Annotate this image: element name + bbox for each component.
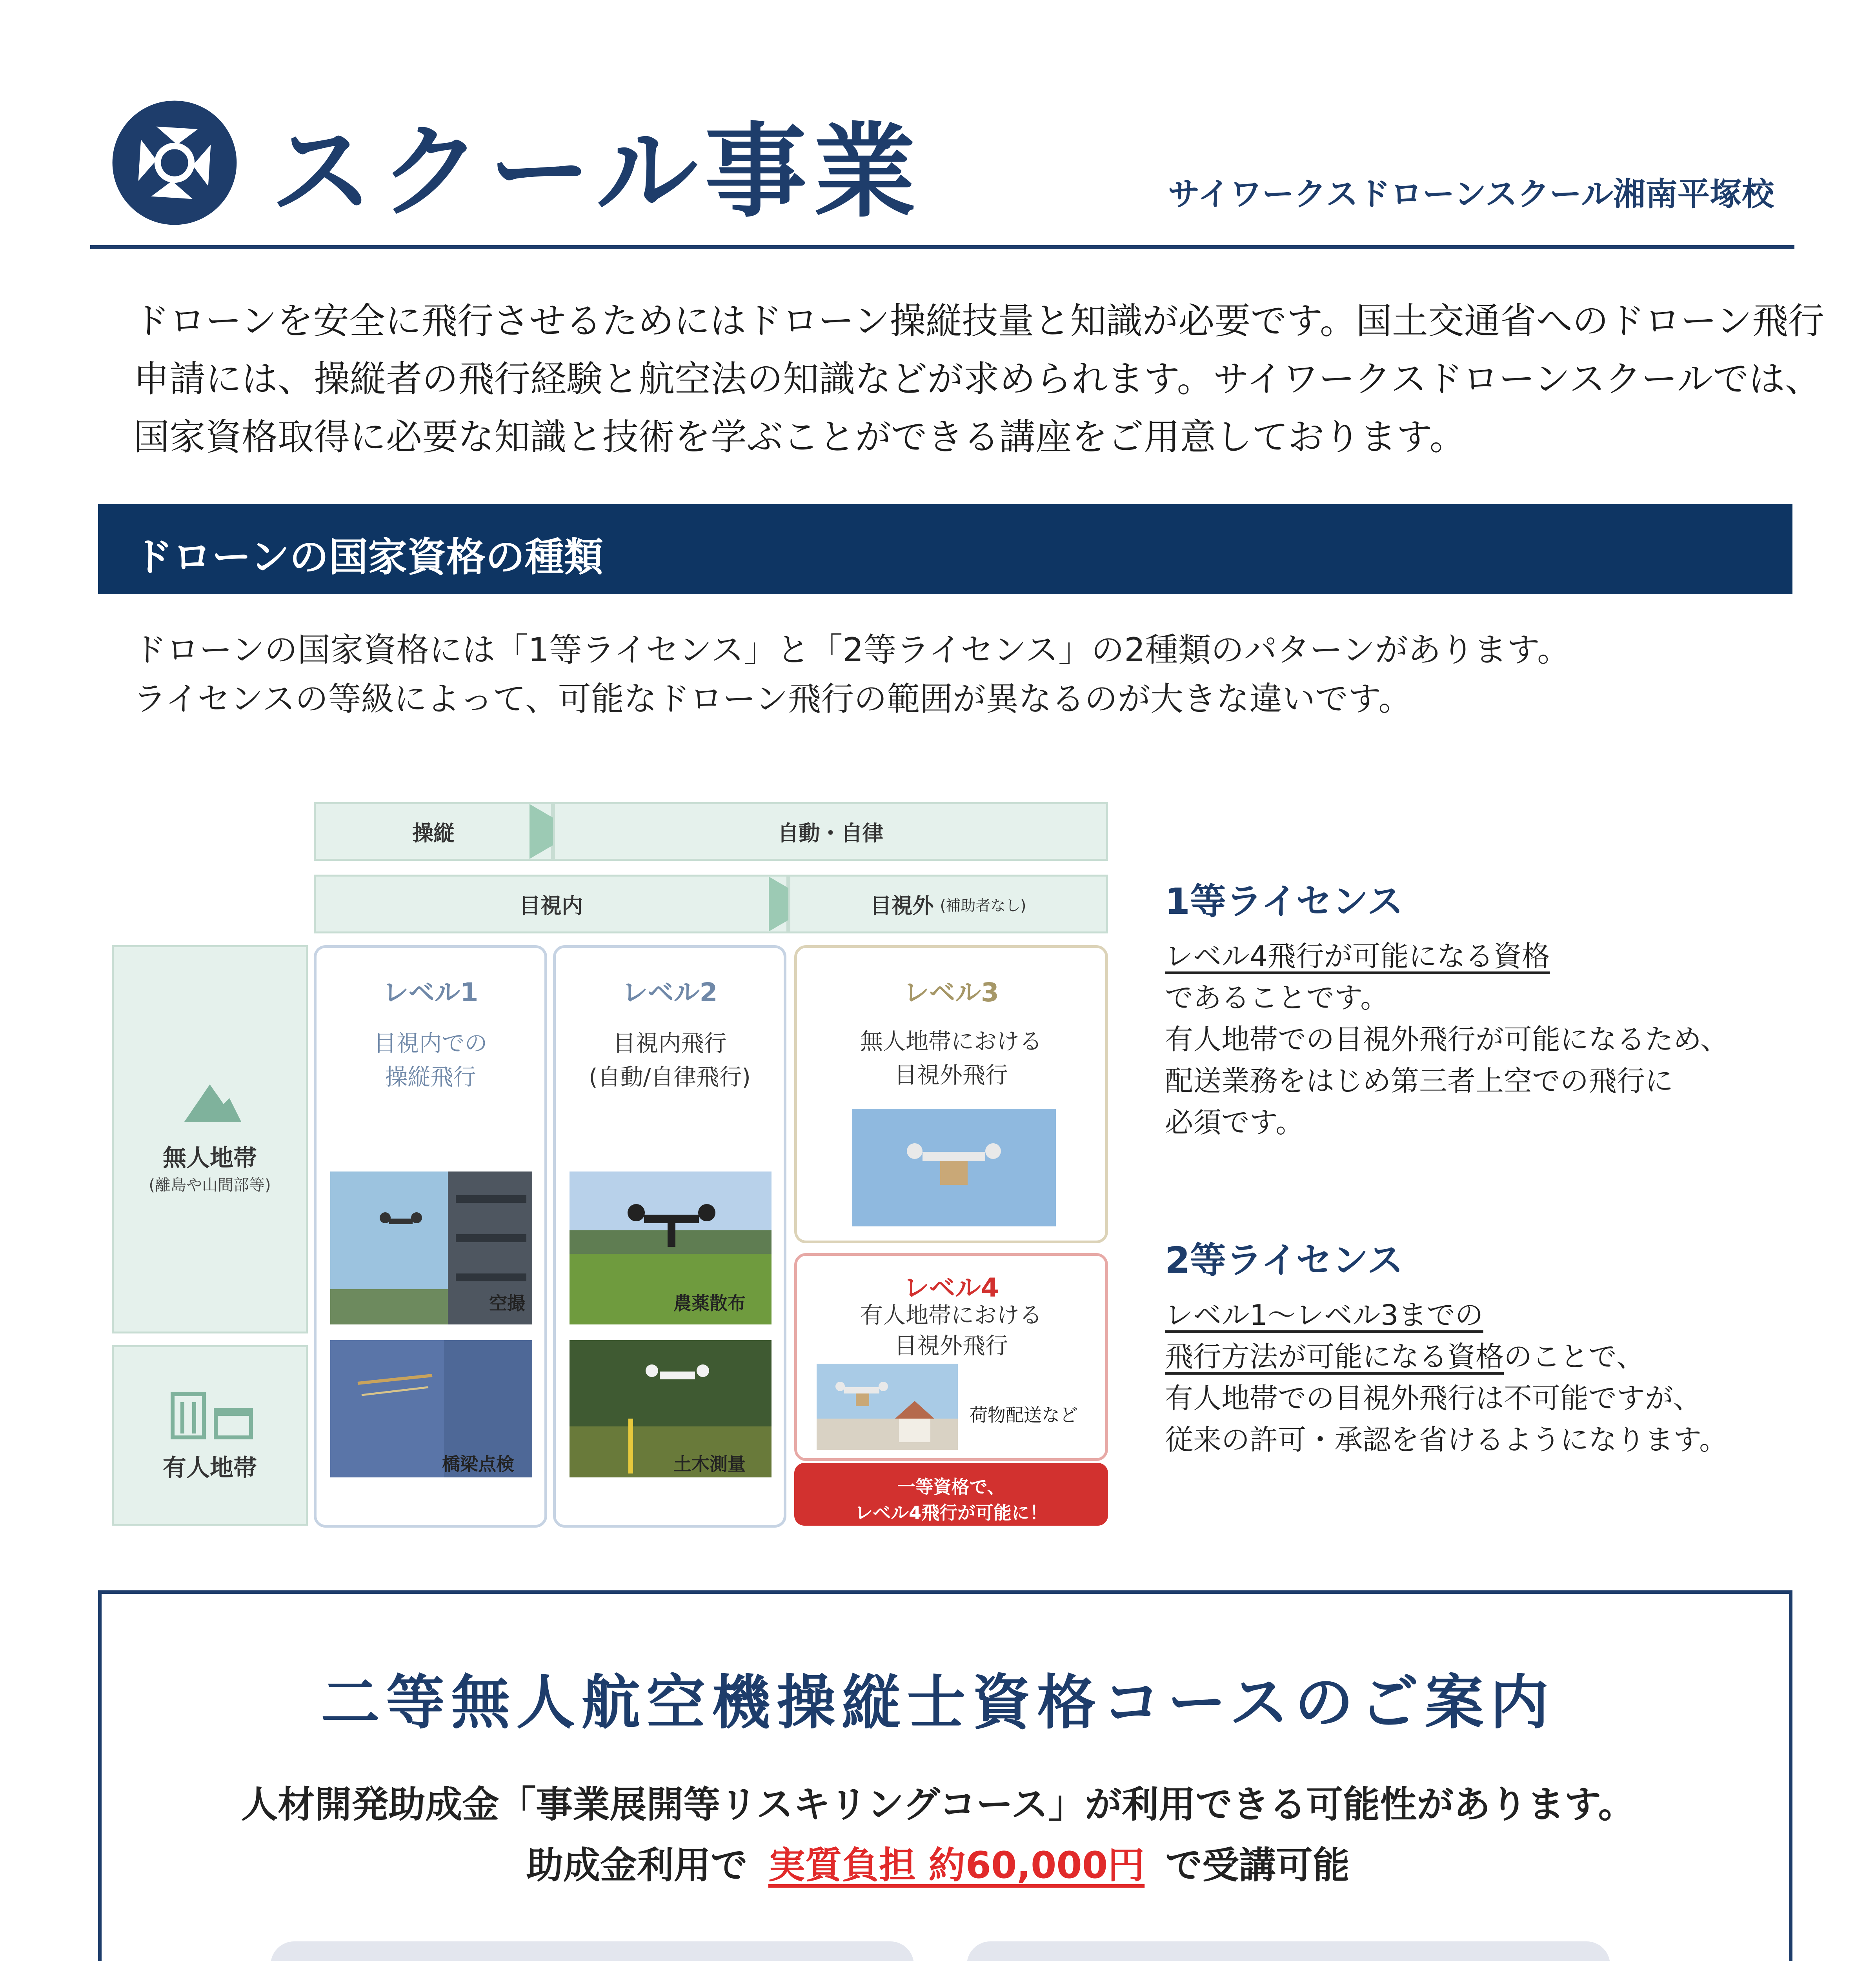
price-highlight: 実質負担 約60,000円	[768, 1844, 1145, 1887]
level1-caption: 橋梁点検	[442, 1453, 514, 1475]
level4-badge	[794, 1463, 1108, 1526]
band-manual-label: 操縦	[412, 820, 455, 846]
band-autonomous	[553, 802, 1108, 861]
header-divider	[90, 245, 1794, 249]
level3-desc: 無人地帯における	[860, 1028, 1042, 1055]
license2-line: のことで、	[1504, 1340, 1645, 1373]
badge-line: 一等資格で、	[897, 1476, 1005, 1497]
zone-unmanned-title: 無人地帯	[163, 1144, 257, 1172]
band-visual-label: 目視内	[519, 893, 583, 918]
section-desc-line: ライセンスの等級によって、可能なドローン飛行の範囲が異なるのが大きな違いです。	[133, 680, 1412, 718]
license1-title: 1等ライセンス	[1165, 880, 1403, 922]
level2-caption: 農薬散布	[673, 1293, 746, 1314]
section-description	[133, 626, 1570, 724]
level1-card	[314, 945, 547, 1528]
level3-name: レベル3	[903, 977, 999, 1008]
price-prefix: 助成金利用で	[526, 1844, 748, 1887]
license2-line: 飛行方法が可能になる資格	[1165, 1340, 1504, 1373]
company-logo-icon	[110, 98, 239, 227]
level3-desc: 目視外飛行	[894, 1062, 1008, 1088]
course-card-a[interactable]	[271, 1941, 914, 1961]
level2-caption: 土木測量	[673, 1453, 746, 1475]
license1-line: 配送業務をはじめ第三者上空での飛行に	[1165, 1064, 1674, 1097]
residential-delivery-photo	[817, 1364, 958, 1450]
license1-line: レベル4飛行が可能になる資格	[1165, 940, 1550, 973]
mountain-icon	[180, 1081, 243, 1124]
course-title: 二等無人航空機操縦士資格コースのご案内	[321, 1669, 1555, 1737]
license2-text	[1165, 1294, 1727, 1461]
school-name: サイワークスドローンスクール湘南平塚校	[1168, 176, 1774, 213]
band-beyond-note: (補助者なし)	[940, 897, 1026, 914]
band-beyond-label: 目視外	[870, 893, 934, 918]
section-desc-line: ドローンの国家資格には「1等ライセンス」と「2等ライセンス」の2種類のパターンがあります。	[133, 631, 1570, 669]
level2-desc: 目視内飛行	[613, 1030, 727, 1057]
band-manual	[314, 802, 553, 861]
level3-card	[794, 945, 1108, 1243]
badge-line: レベル4飛行が可能に！	[854, 1502, 1048, 1523]
level1-desc: 操縦飛行	[385, 1064, 476, 1090]
level4-card	[794, 1253, 1108, 1461]
building-icon	[171, 1392, 253, 1439]
section-heading-bar	[98, 504, 1792, 594]
zone-manned-title: 有人地帯	[163, 1454, 257, 1482]
section-heading: ドローンの国家資格の種類	[133, 534, 603, 580]
band-visual-line	[314, 875, 788, 933]
delivery-drone-photo	[852, 1109, 1056, 1226]
subsidy-text: 人材開発助成金「事業展開等リスキリングコース」が利用できる可能性があります。	[241, 1783, 1635, 1826]
license2-line: 従来の許可・承認を省けるようになります。	[1165, 1423, 1728, 1456]
card-a-header	[271, 1941, 914, 1961]
intro-text	[133, 292, 1825, 466]
level4-desc: 目視外飛行	[894, 1332, 1008, 1359]
level1-desc: 目視内での	[373, 1030, 488, 1057]
license2-line: レベル1～レベル3までの	[1165, 1299, 1483, 1332]
license1-line: 有人地帯での目視外飛行が可能になるため、	[1165, 1023, 1729, 1056]
level1-name: レベル1	[382, 977, 479, 1008]
level2-card	[553, 945, 786, 1528]
zone-unmanned	[112, 945, 308, 1333]
level4-name: レベル4	[903, 1273, 999, 1303]
course-card-b[interactable]	[967, 1941, 1610, 1961]
band-beyond-visual	[788, 875, 1108, 933]
level4-caption: 荷物配送など	[970, 1404, 1078, 1426]
level2-desc: (自動/自律飛行)	[589, 1064, 751, 1090]
price-suffix: で受講可能	[1165, 1844, 1350, 1887]
level4-desc: 有人地帯における	[860, 1302, 1042, 1328]
band-autonomous-label: 自動・自律	[777, 820, 884, 846]
license1-text	[1165, 935, 1729, 1143]
intro-line: 国家資格取得に必要な知識と技術を学ぶことができる講座をご用意しております。	[133, 416, 1466, 458]
level2-name: レベル2	[622, 977, 718, 1008]
license1-line: 必須です。	[1165, 1106, 1304, 1139]
intro-line: ドローンを安全に飛行させるためにはドローン操縦技量と知識が必要です。国土交通省へのドローン飛行	[133, 300, 1825, 342]
page-title: スクール事業	[271, 112, 923, 231]
price-line	[0, 1835, 1876, 1888]
zone-manned	[112, 1345, 308, 1526]
license1-line: であることです。	[1165, 981, 1389, 1014]
level1-caption: 空撮	[489, 1293, 525, 1314]
license2-title: 2等ライセンス	[1165, 1239, 1403, 1281]
card-b-header	[967, 1941, 1610, 1961]
license2-line: 有人地帯での目視外飛行は不可能ですが、	[1165, 1382, 1702, 1415]
intro-line: 申請には、操縦者の飛行経験と航空法の知識などが求められます。サイワークスドローンスクールでは、	[133, 358, 1821, 400]
zone-unmanned-sub: (離島や山間部等)	[149, 1176, 271, 1194]
